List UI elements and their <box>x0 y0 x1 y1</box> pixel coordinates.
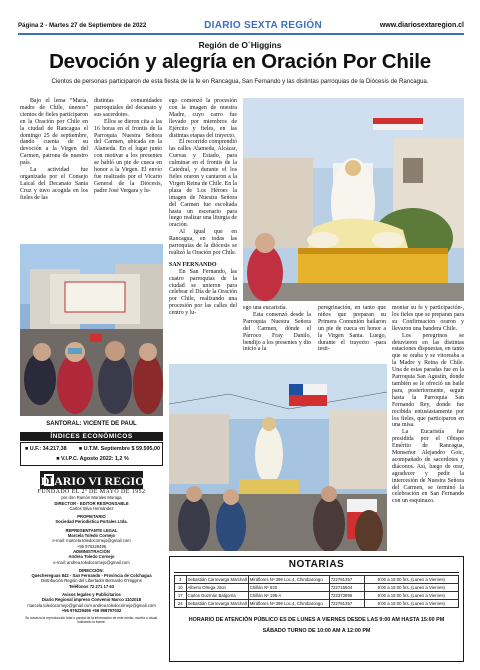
table-cell: 9:00 a 15:00 hrs. (Lunes a Viernes) <box>364 600 458 608</box>
photo-procession-rancagua <box>20 244 163 416</box>
table-cell: Sebastián Carrevarga Marchall <box>187 577 247 582</box>
paragraph: ego una eucaristía. <box>243 305 287 311</box>
table-cell: Carlos Guzmán Balgorria <box>186 592 248 600</box>
paragraph: Esta comenzó desde la Parroquia Nuestra Señora del Carmen, dónde el Párroco Fray Danilo, bendijo a los presentes y dio inicio a la <box>243 311 311 353</box>
table-cell: 722781357 <box>329 600 364 608</box>
logo-text: DIARIO VI REGION <box>40 474 154 488</box>
paragraph: distintas comunidades parroquiales del decanato y sus sacerdotes. <box>94 98 162 118</box>
masthead-line: DIRECCIÓN: <box>79 567 104 573</box>
table-cell: 24 <box>175 600 187 608</box>
header-rule <box>18 33 464 35</box>
photo-virgin-carriage-image <box>243 98 464 301</box>
notarias-title: NOTARIAS <box>288 559 345 570</box>
section-label: Región de O´Higgins <box>198 40 282 50</box>
photo-virgin-carriage <box>243 98 464 301</box>
table-cell: 9:00 a 15:00 hrs. (Lunes a Viernes) <box>364 592 458 600</box>
indices-box <box>20 442 163 466</box>
indices-title: ÍNDICES ECONÓMICOS <box>20 432 163 441</box>
table-cell: 9:00 a 15:00 hrs. (Lunes a Viernes) <box>364 576 458 584</box>
table-cell: Alberto Ortega Jiron <box>186 584 248 592</box>
paragraph: La actividad fue organizada por el Consejo Laical del Decanato Santa Cruz y tuvo acogida en los fieles de las <box>20 167 88 201</box>
brand-name: DIARIO SEXTA REGIÓN <box>204 19 323 31</box>
masthead-line: Carlos Silva Hernández <box>69 505 114 511</box>
paragraph: Bajo el lema “María, madre de Chile, únenos” cientos de fieles participaron en la Oración por Chile en la ciudad de Rancagua el domingo 25 de septiembre, dando cuenta de su devoción a la Virgen del Carmen, patrona de nuestro país. <box>20 98 88 167</box>
article-col-1 <box>20 98 88 202</box>
paragraph: moniar su fe y participación-, los fieles que se preparan para su Confirmación oraron y llevaron una bandera Chile. <box>392 305 464 332</box>
notarias-hours: HORARIO DE ATENCIÓN PÚBLICO ES DE LUNES A VIERNES DESDE LAS 9:00 AM HASTA 15:00 PM <box>188 617 445 623</box>
article-col-2 <box>94 98 162 195</box>
table-cell: Sebastián Carrevarga Marchall <box>187 601 247 606</box>
photo-procession-rancagua-image <box>20 244 163 416</box>
masthead-line: Quechereguas 842 - San Fernando - Provincia de Colchagua <box>31 573 152 579</box>
table-row <box>175 576 459 584</box>
masthead-line: e-mail: marcela.toledocornejo@gmail.com <box>52 538 131 544</box>
photo-procession-san-fernando <box>169 364 387 551</box>
table-row <box>175 584 459 592</box>
masthead-line: REPRESENTANTE LEGAL <box>65 527 118 533</box>
headline: Devoción y alegría en Oración Por Chile <box>49 50 431 73</box>
paragraph: Los peregrinos se detuvieron en las distintas estaciones dispuestas, en tanto que se oraba y se vitoreaba a la Madre y Reina de Chile. Una de estas paradas fue en la Parroquia San Agustín, donde también se le ofreció un baile para, posteriormente, seguir hasta la Parroquia San Fernando Rey, donde fue recibida entusiastamente por los fieles, que participaron en una misa. <box>392 332 464 429</box>
masthead-line: DIRECTOR - EDITOR RESPONSABLE <box>54 500 129 506</box>
diario-logo <box>20 470 163 490</box>
paragraph: El recorrido comprendió las calles Alameda, Alcázar, Cuevas y Estado, para culminar en el frontis de la Catedral, y durante el los fieles oraron y cantaron a la Virgen Reina de Chile. En la plaza de Los Héroes la imagen de Nuestra Señora del Carmen fue escoltada hasta un escenario para luego realizar una liturgia de oración. <box>169 139 237 229</box>
paragraph: La Eucaristía fue presidida por el Obispo Emérito de Rancagua, Monseñor Alejandro Goic, acompañado de sacerdotes y diáconos. Así, luego de orar, agradecer y pedir la intercesión de Nuestra Señora del Carmen, se terminó la celebración en San Fernando con un esquinazo. <box>392 429 464 505</box>
table-cell: 722715604 <box>329 584 364 592</box>
table-cell: Miraflores Nº 399 Loc.4, Chimbarongo <box>248 600 329 608</box>
masthead-line: e-mail: andrea.toledocornejo@gmail.com <box>53 559 130 565</box>
masthead-line: FUNDADO EL 2º DE MAYO DE 1952 <box>37 489 146 495</box>
paragraph: Ellos se dieron cita a las 16 horas en el frontis de la Parroquia Nuestra Señora del Carmen, ubicada en la Alameda. En el lugar junto con motivar a los presentes se habló un pie de cueca en honor a la Virgen. El envío fue realizado por el Vicario General de la Diócesis, padre José Vergara y lu- <box>94 118 162 194</box>
masthead-line: Teléfonos 72 271 17 63 <box>68 583 115 589</box>
table-row <box>175 592 459 600</box>
utm-value: ■ U.T.M. Septiembre $ 59.595,00 <box>78 446 160 452</box>
page-header <box>18 18 464 32</box>
article-col-6 <box>392 305 464 505</box>
subhead-san-fernando: SAN FERNANDO <box>169 261 217 268</box>
paragraph: ego comenzó la procesión con la imagen de nuestra Madre, cuyo carro fue llevado por miembros de Ejército y fieles, en las distintas etapas del trayecto. <box>169 98 237 139</box>
masthead-line: Andrea Toledo Cornejo <box>68 554 115 560</box>
table-cell: 17 <box>175 592 187 600</box>
ipc-value: ■ V.I.P.C. Agosto 2022: 1,2 % <box>56 456 129 462</box>
masthead-line: Marcela Toledo Cornejo <box>67 533 116 539</box>
paragraph: peregrinación, en tanto que niños que preparan su Primera Comunión bailaron un pie de cueca en honor a la Virgen Santa. Luego, durante el trayecto -para testi- <box>318 305 386 353</box>
masthead-line: +56 976229496 <box>76 543 107 549</box>
masthead <box>20 490 163 624</box>
masthead-line: marcela.toledocornejo@gmail.com andrea.toledocornejo@gmail.com <box>27 602 156 608</box>
uf-value: ■ U.F.: 34.217,38 <box>25 446 67 452</box>
masthead-line: +56 976229496 +56 998797032 <box>61 607 122 613</box>
masthead-line: PROPIETARIO <box>77 514 106 520</box>
table-cell: Miraflores Nº 399 Loc.4, Chimbarongo <box>248 576 329 584</box>
notarias-table <box>174 575 459 608</box>
santoral: SANTORAL: VICENTE DE PAUL <box>46 421 137 427</box>
site-url[interactable]: www.diariosextaregion.cl <box>379 21 464 29</box>
article-col-4 <box>243 305 311 353</box>
table-cell: 10 <box>175 584 187 592</box>
masthead-line: por don Ramón Morales Moraga <box>61 495 122 501</box>
notarias-rule <box>174 572 459 573</box>
diario-logo-mark <box>20 470 163 490</box>
page-date: Página 2 - Martes 27 de Septiembre de 2022 <box>18 21 147 29</box>
masthead-line: Se autoriza la reproducción total o parcial de la información de este medio, escrita o visual, indicando la fuente. <box>25 616 158 625</box>
table-cell: 722373996 <box>329 592 364 600</box>
indices-row-1 <box>25 446 160 452</box>
table-cell: 722781357 <box>329 576 364 584</box>
notarias-saturday: SÁBADO TURNO DE 10:00 AM A 12:00 PM <box>262 628 371 634</box>
table-row <box>175 600 459 608</box>
table-cell: Chillán Nº 620 <box>248 584 329 592</box>
photo-procession-san-fernando-image <box>169 364 387 551</box>
article-col-3 <box>169 98 237 317</box>
article-deck: Cientos de personas participaron de esta fiesta de la fe en Rancagua, San Fernando y las distintas parroquias de la Diócesis de Rancagua. <box>51 78 429 85</box>
paragraph: Al igual que en Rancagua, en todas las parroquias de la diócesis se realizó la Oración por Chile. <box>169 229 237 256</box>
paragraph: En San Fernando, las cuatro parroquias de la ciudad se unieron para celebrar el Día de la Oración por Chile, realizando una procesión por las calles del centro y lu- <box>169 268 237 317</box>
masthead-line: Avisos legales y Publicitarios <box>62 592 121 598</box>
notarias-box <box>169 556 464 662</box>
table-cell: Chillán Nº 195-A <box>248 592 329 600</box>
article-col-5 <box>318 305 386 353</box>
masthead-line: Diario Regional impreso Convenio Marco 1102018 <box>41 597 142 603</box>
masthead-line: Sociedad Periodística Portales Ltda. <box>55 519 128 525</box>
table-cell: 3 <box>175 576 187 584</box>
masthead-line: Distribución Región del Libertador Bernardo O'Higgins <box>41 578 142 584</box>
table-cell: 9:00 a 15:00 hrs. (Lunes a Viernes) <box>364 584 458 592</box>
masthead-line: ADMINISTRACIÓN <box>73 548 110 554</box>
